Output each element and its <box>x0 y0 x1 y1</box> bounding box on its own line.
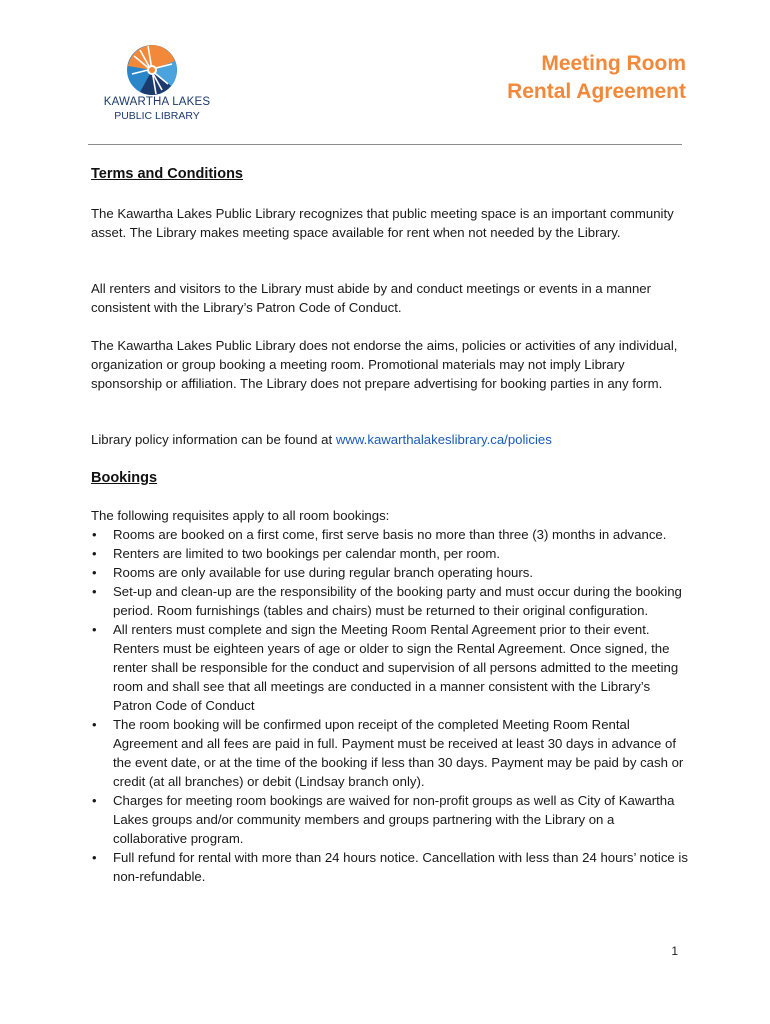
page-number: 1 <box>671 944 678 958</box>
library-logo <box>94 44 224 126</box>
document-title <box>507 50 686 106</box>
list-item: • The room booking will be confirmed upon receipt of the completed Meeting Room Rental Agreement and all fees are paid in full. Payment must be received at least 30 days in advance of the event date, or at the time of the booking if less than 30 days. Payment may be paid by cash or credit (at all branches) or debit (Lindsay branch only). <box>91 715 691 791</box>
terms-paragraph-1: The Kawartha Lakes Public Library recognizes that public meeting space is an important community asset. The Library makes meeting space available for rent when not needed by the Library. <box>91 206 674 240</box>
title-line2: Rental Agreement <box>507 80 686 103</box>
bookings-intro: The following requisites apply to all room bookings: <box>91 508 390 523</box>
logo-line1: KAWARTHA LAKES <box>103 96 211 108</box>
list-item: • Renters are limited to two bookings per calendar month, per room. <box>91 544 691 563</box>
header-divider <box>88 144 682 145</box>
bookings-list <box>91 525 691 886</box>
list-item: • Charges for meeting room bookings are waived for non-profit groups as well as City of Kawartha Lakes groups and/or community members and groups partnering with the Library on a collaborative program. <box>91 791 691 848</box>
policy-paragraph <box>91 430 691 449</box>
policy-link[interactable]: www.kawarthalakeslibrary.ca/policies <box>335 432 552 447</box>
title-line1: Meeting Room <box>541 52 686 75</box>
logo-line2: PUBLIC LIBRARY <box>114 110 200 122</box>
terms-paragraph-2: All renters and visitors to the Library must abide by and conduct meetings or events in a manner consistent with the Library’s Patron Code of Conduct. <box>91 281 652 315</box>
list-item: • Set-up and clean-up are the responsibility of the booking party and must occur during the booking period. Room furnishings (tables and chairs) must be returned to their original configuration. <box>91 582 691 620</box>
list-item: • Full refund for rental with more than 24 hours notice. Cancellation with less than 24 hours’ notice is non-refundable. <box>91 848 691 886</box>
list-item: • Rooms are booked on a first come, first serve basis no more than three (3) months in advance. <box>91 525 691 544</box>
policy-prefix: Library policy information can be found at <box>91 432 336 447</box>
terms-paragraph-3: The Kawartha Lakes Public Library does not endorse the aims, policies or activities of any individual, organization or group booking a meeting room. Promotional materials may not imply Library sponsorship or affiliation. The Library does not prepare advertising for booking parties in any form. <box>91 338 678 391</box>
library-burst-logo-icon <box>126 44 178 96</box>
list-item: • Rooms are only available for use during regular branch operating hours. <box>91 563 691 582</box>
terms-heading: Terms and Conditions <box>91 166 243 182</box>
bookings-heading: Bookings <box>91 470 158 486</box>
list-item: • All renters must complete and sign the Meeting Room Rental Agreement prior to their event. Renters must be eighteen years of age or older to sign the Rental Agreement. Once signed, the renter shall be responsible for the conduct and supervision of all persons admitted to the meeting room and shall see that all meetings are conducted in a manner consistent with the Library’s Patron Code of Conduct <box>91 620 691 715</box>
